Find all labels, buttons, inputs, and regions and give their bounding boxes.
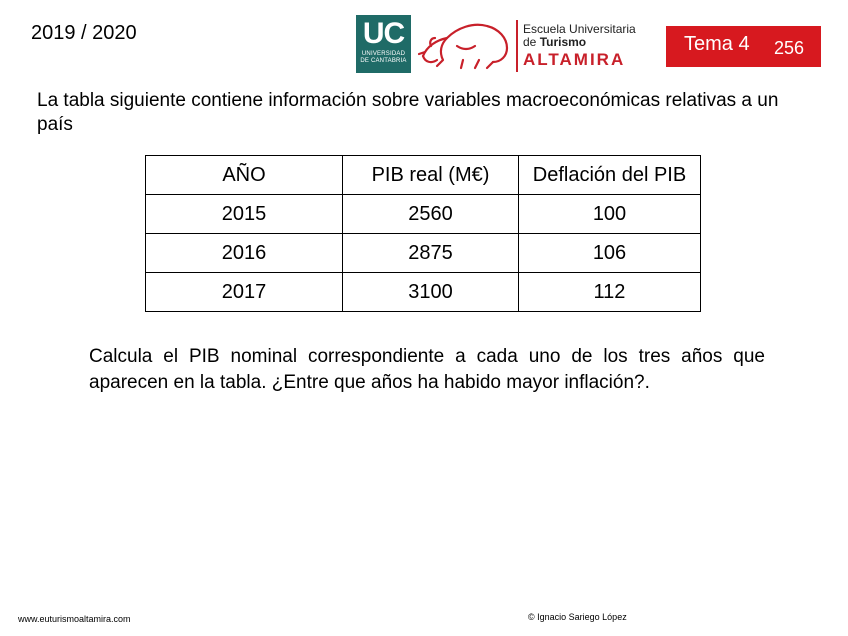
school-brand: ALTAMIRA xyxy=(523,50,626,69)
school-line2-prefix: de xyxy=(523,35,540,49)
school-line1: Escuela Universitaria xyxy=(523,22,636,36)
table-cell: 2875 xyxy=(343,234,519,273)
table-cell: 2016 xyxy=(146,234,343,273)
intro-text: La tabla siguiente contiene información sobre variables macroeconómicas relativas a un país xyxy=(37,90,779,135)
question-text: Calcula el PIB nominal correspondiente a cada uno de los tres años que aparecen en la tabla. ¿Entre que años ha habido mayor inflación?. xyxy=(89,346,765,393)
uc-logo xyxy=(356,15,411,73)
table-cell: 2015 xyxy=(146,195,343,234)
slide-number: 256 xyxy=(774,38,805,58)
school-line2-bold: Turismo xyxy=(539,35,587,49)
header-year: AÑO xyxy=(146,156,343,195)
uc-logo-letters: UC xyxy=(362,17,405,50)
table-cell: 3100 xyxy=(343,273,519,312)
table-row xyxy=(146,234,701,273)
table-cell: 106 xyxy=(519,234,701,273)
header-deflator: Deflación del PIB xyxy=(519,156,701,195)
academic-year: 2019 / 2020 xyxy=(31,22,137,44)
uc-logo-sub-1: UNIVERSIDAD xyxy=(361,51,406,57)
school-logo-text xyxy=(523,23,636,70)
table-row xyxy=(146,273,701,312)
macro-table xyxy=(145,155,701,312)
bison-logo-icon xyxy=(417,16,513,72)
table-cell: 2017 xyxy=(146,273,343,312)
footer-copyright: © Ignacio Sariego López xyxy=(528,612,627,622)
table-row xyxy=(146,195,701,234)
header-real-gdp: PIB real (M€) xyxy=(343,156,519,195)
table-cell: 2560 xyxy=(343,195,519,234)
tema-badge xyxy=(666,26,821,67)
table-cell: 112 xyxy=(519,273,701,312)
uc-logo-sub-2: DE CANTABRIA xyxy=(360,58,407,64)
school-divider xyxy=(516,20,518,72)
footer-website: www.euturismoaltamira.com xyxy=(18,614,131,624)
tema-label: Tema 4 xyxy=(684,33,750,55)
table-header-row xyxy=(146,156,701,195)
table-cell: 100 xyxy=(519,195,701,234)
